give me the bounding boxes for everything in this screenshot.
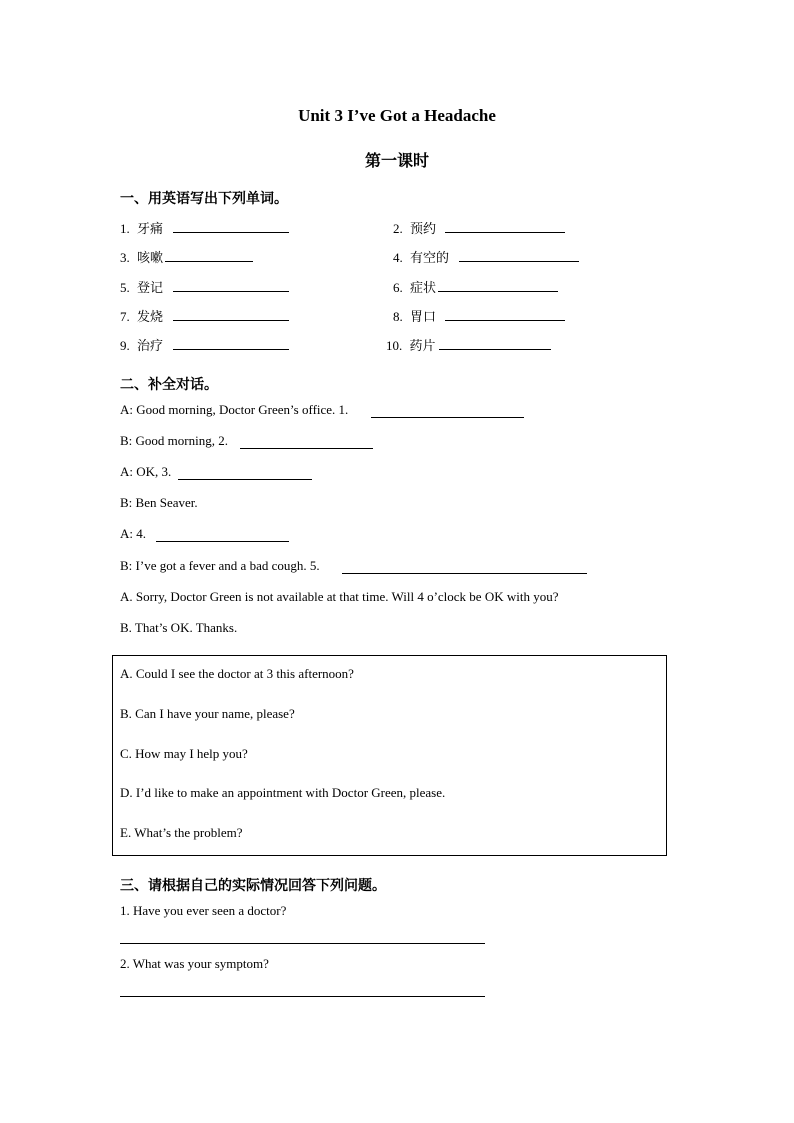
lesson-subtitle: 第一课时 — [364, 151, 429, 170]
vocab-num: 9. — [120, 338, 130, 353]
dialogue-line: A: OK, 3. — [120, 464, 172, 479]
vocab-num: 1. — [120, 221, 130, 236]
vocab-item — [120, 306, 163, 325]
answer-line[interactable] — [120, 943, 485, 944]
answer-blank[interactable] — [178, 479, 312, 480]
vocab-item — [393, 306, 436, 325]
vocab-num: 10. — [386, 338, 403, 353]
option-item: A. Could I see the doctor at 3 this afternoon? — [120, 666, 354, 681]
vocab-num: 8. — [393, 309, 403, 324]
question-item: 2. What was your symptom? — [120, 956, 269, 971]
vocab-word: 咳嗽 — [137, 251, 164, 266]
answer-blank[interactable] — [173, 320, 289, 321]
option-item: B. Can I have your name, please? — [120, 706, 295, 721]
vocab-word: 登记 — [137, 281, 164, 296]
section2-heading: 二、补全对话。 — [120, 377, 218, 393]
answer-blank[interactable] — [439, 349, 551, 350]
answer-blank[interactable] — [445, 320, 565, 321]
vocab-item — [386, 335, 436, 354]
options-box — [112, 655, 667, 856]
vocab-num: 2. — [393, 221, 403, 236]
vocab-num: 7. — [120, 309, 130, 324]
vocab-num: 3. — [120, 250, 130, 265]
vocab-item — [393, 247, 449, 266]
dialogue-line: A: Good morning, Doctor Green’s office. 1. — [120, 402, 349, 417]
option-item: E. What’s the problem? — [120, 825, 243, 840]
dialogue-line: A: 4. — [120, 526, 146, 541]
answer-blank[interactable] — [371, 417, 524, 418]
answer-blank[interactable] — [459, 261, 579, 262]
answer-line[interactable] — [120, 996, 485, 997]
vocab-item — [120, 335, 163, 354]
dialogue-line: A. Sorry, Doctor Green is not available at that time. Will 4 o’clock be OK with you? — [120, 589, 559, 604]
vocab-item — [120, 247, 163, 266]
vocab-word: 预约 — [410, 222, 437, 237]
answer-blank[interactable] — [438, 291, 558, 292]
vocab-item — [120, 277, 163, 296]
vocab-word: 胃口 — [410, 310, 437, 325]
answer-blank[interactable] — [173, 291, 289, 292]
vocab-word: 治疗 — [137, 339, 164, 354]
vocab-word: 药片 — [409, 339, 436, 354]
option-item: C. How may I help you? — [120, 746, 248, 761]
vocab-word: 发烧 — [137, 310, 164, 325]
answer-blank[interactable] — [156, 541, 289, 542]
vocab-word: 症状 — [410, 281, 437, 296]
dialogue-line: B: I’ve got a fever and a bad cough. 5. — [120, 558, 320, 573]
vocab-num: 5. — [120, 280, 130, 295]
dialogue-line: B. That’s OK. Thanks. — [120, 620, 238, 635]
question-item: 1. Have you ever seen a doctor? — [120, 903, 287, 918]
answer-blank[interactable] — [342, 573, 587, 574]
option-item: D. I’d like to make an appointment with Doctor Green, please. — [120, 785, 446, 800]
vocab-word: 牙痛 — [137, 222, 164, 237]
dialogue-line: B: Good morning, 2. — [120, 433, 228, 448]
vocab-num: 6. — [393, 280, 403, 295]
answer-blank[interactable] — [240, 448, 373, 449]
dialogue-line: B: Ben Seaver. — [120, 495, 198, 510]
section1-heading: 一、用英语写出下列单词。 — [120, 191, 288, 207]
answer-blank[interactable] — [165, 261, 253, 262]
vocab-word: 有空的 — [410, 251, 450, 266]
worksheet-title: Unit 3 I’ve Got a Headache — [298, 106, 496, 125]
vocab-num: 4. — [393, 250, 403, 265]
answer-blank[interactable] — [173, 349, 289, 350]
answer-blank[interactable] — [445, 232, 565, 233]
vocab-item — [393, 277, 436, 296]
vocab-item — [393, 218, 436, 237]
vocab-item — [120, 218, 163, 237]
answer-blank[interactable] — [173, 232, 289, 233]
section3-heading: 三、请根据自己的实际情况回答下列问题。 — [120, 878, 386, 894]
